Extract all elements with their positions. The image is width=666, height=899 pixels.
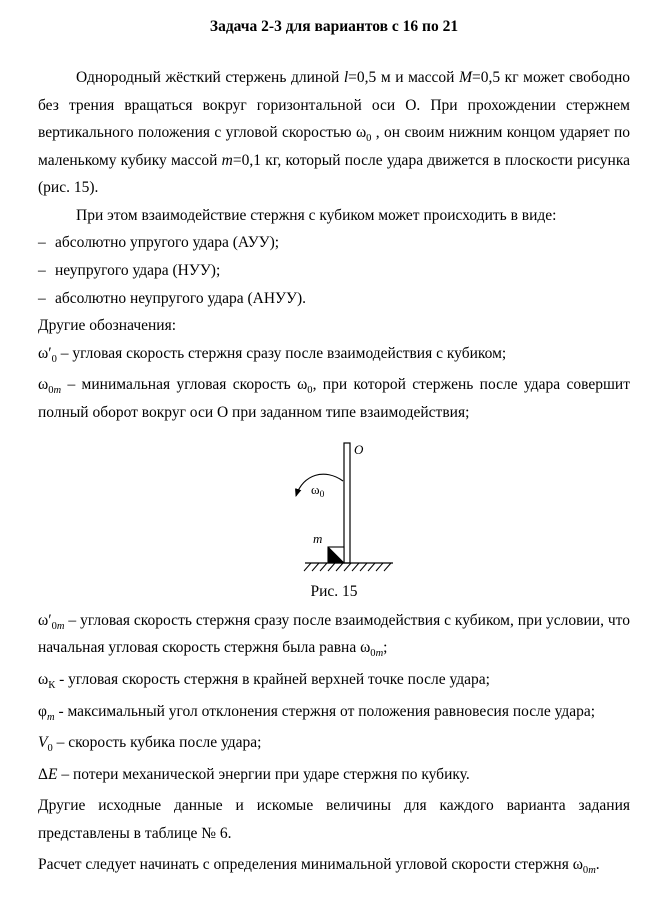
definition-omega0m: $\omega_{0m}$ – минимальная угловая скорость $\omega_0$, при которой стержень после удара совершит полный оборот вокруг оси О при заданном типе взаимодействия; — [38, 376, 630, 421]
list-item-anuu — [38, 285, 630, 313]
definition-delta-e: ΔE – потери механической энергии при ударе стержня по кубику. — [38, 765, 470, 783]
list-item-text: неупругого удара (НУУ); — [55, 262, 221, 280]
list-dash: – — [38, 289, 46, 307]
list-item-nuu — [38, 257, 630, 285]
list-item-auu — [38, 229, 630, 257]
figure-caption: Рис. 15 — [310, 582, 358, 600]
paragraph-calculation-start: Расчет следует начинать с определения минимальной угловой скорости стержня $\omega_{0m}$. — [38, 856, 600, 877]
paragraph-other-notation: Другие обозначения: — [38, 317, 177, 335]
pivot-label-O: O — [354, 441, 364, 457]
figure-rod-and-cube — [38, 437, 630, 603]
list-item-text: абсолютно упругого удара (АУУ); — [55, 234, 280, 252]
definition-omega0m-prime: $\omega'_{0m}$ – угловая скорость стержня сразу после взаимодействия с кубиком, при условии, что начальная угловая скорость стержня была равна $\omega_{0m}$; — [38, 611, 630, 660]
paragraph-intro: Однородный жёсткий стержень длиной l=0,5 м и массой M=0,5 кг может свободно без трения вращаться вокруг горизонтальной оси О. При прохождении стержнем вертикального положения с угловой скоростью $\omega_0$ , он своим нижним концом ударяет по маленькому кубику массой m=0,1 кг, который после удара движется в плоскости рисунка (рис. 15). — [38, 69, 631, 197]
definition-phi-m: $\varphi_m$ - максимальный угол отклонения стержня от положения равновесия после удара; — [38, 702, 596, 723]
definition-omega-k: $\omega_К$ - угловая скорость стержня в крайней верхней точке после удара; — [38, 670, 490, 692]
rod — [344, 443, 350, 563]
list-item-text: абсолютно неупругого удара (АНУУ). — [55, 289, 307, 307]
paragraph-table-reference: Другие исходные данные и искомые величины для каждого варианта задания представлены в таблице № 6. — [38, 797, 630, 842]
mass-label: m — [313, 530, 323, 546]
definition-omega0-prime: $\omega'_0$ – угловая скорость стержня сразу после взаимодействия с кубиком; — [38, 344, 507, 365]
paragraph-interaction-types: При этом взаимодействие стержня с кубиком может происходить в виде: — [76, 206, 557, 224]
list-dash: – — [38, 234, 46, 252]
rod-diagram — [259, 437, 409, 579]
omega0-label: $\omega_0$ — [311, 481, 325, 500]
ground-hatching — [304, 563, 391, 571]
definition-v0: $V_0$ – скорость кубика после удара; — [38, 734, 262, 755]
list-dash: – — [38, 262, 46, 280]
page-title: Задача 2-3 для вариантов с 16 по 21 — [209, 18, 459, 35]
